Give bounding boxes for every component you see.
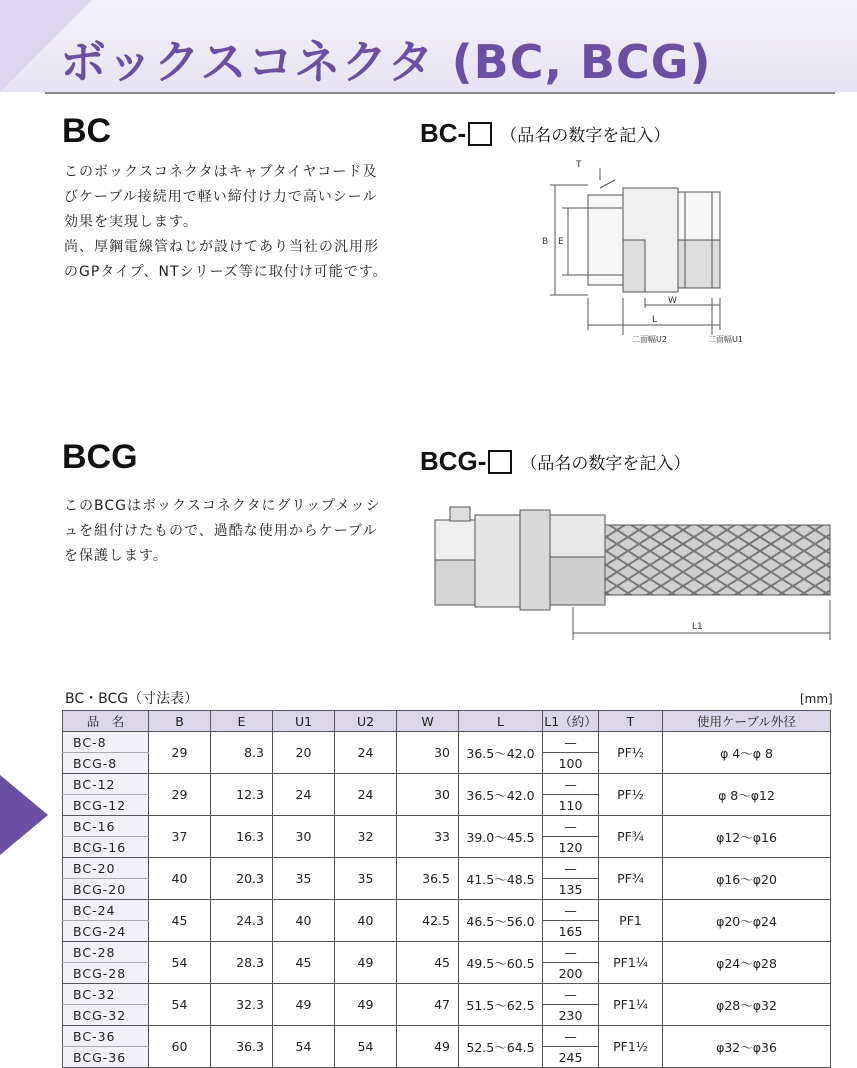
cell-cable: φ16〜φ20 xyxy=(663,858,831,900)
product-name-bc: BC-16 xyxy=(63,816,149,837)
cell-u1: 24 xyxy=(273,774,335,816)
product-name-bcg: BCG-36 xyxy=(63,1047,149,1068)
product-name-bc: BC-24 xyxy=(63,900,149,921)
bc-model-note: （品名の数字を記入） xyxy=(500,126,671,146)
table-row xyxy=(63,1026,831,1047)
table-header-row xyxy=(63,711,831,732)
cell-e: 36.3 xyxy=(211,1026,273,1068)
cell-l1-bc: — xyxy=(543,816,599,837)
cell-t: PF¾ xyxy=(599,858,663,900)
l-label: L xyxy=(652,315,658,325)
product-name-bc: BC-32 xyxy=(63,984,149,1005)
cell-u1: 54 xyxy=(273,1026,335,1068)
cell-u1: 20 xyxy=(273,732,335,774)
bc-desc-line: のGPタイプ、NTシリーズ等に取付け可能です。 xyxy=(64,264,388,280)
page-title: ボックスコネクタ (BC, BCG) xyxy=(60,35,712,89)
bc-heading: BC xyxy=(62,112,112,150)
bc-dimension-drawing xyxy=(540,150,770,350)
cell-b: 45 xyxy=(149,900,211,942)
bcg-desc-line: を保護します。 xyxy=(64,548,168,564)
bcg-heading: BCG xyxy=(62,438,138,476)
col-header: 使用ケーブル外径 xyxy=(663,711,831,732)
bcg-model-prefix: BCG- xyxy=(420,446,487,476)
bcg-desc-line: ュを組付けたもので、過酷な使用からケーブル xyxy=(64,523,378,539)
bcg-description xyxy=(64,494,380,569)
u2-label: 二面幅U2 xyxy=(632,335,667,344)
product-name-bcg: BCG-28 xyxy=(63,963,149,984)
cell-l1-bc: — xyxy=(543,1026,599,1047)
product-name-bcg: BCG-20 xyxy=(63,879,149,900)
product-name-bc: BC-20 xyxy=(63,858,149,879)
cell-t: PF½ xyxy=(599,774,663,816)
cell-b: 37 xyxy=(149,816,211,858)
cell-l1-bc: — xyxy=(543,984,599,1005)
product-name-bcg: BCG-24 xyxy=(63,921,149,942)
col-header: W xyxy=(397,711,459,732)
cell-b: 54 xyxy=(149,942,211,984)
bcg-dimension-drawing xyxy=(430,495,840,645)
cell-b: 60 xyxy=(149,1026,211,1068)
col-header: L xyxy=(459,711,543,732)
cell-l: 49.5〜60.5 xyxy=(459,942,543,984)
cell-b: 40 xyxy=(149,858,211,900)
cell-e: 28.3 xyxy=(211,942,273,984)
cell-b: 29 xyxy=(149,732,211,774)
bc-model-label xyxy=(420,118,670,149)
cell-w: 42.5 xyxy=(397,900,459,942)
cell-e: 32.3 xyxy=(211,984,273,1026)
e-label: E xyxy=(558,237,564,247)
bc-desc-line: びケーブル接続用で軽い締付け力で高いシール xyxy=(64,189,378,205)
cell-e: 24.3 xyxy=(211,900,273,942)
cell-l: 51.5〜62.5 xyxy=(459,984,543,1026)
cell-u1: 45 xyxy=(273,942,335,984)
cell-w: 30 xyxy=(397,732,459,774)
product-name-bc: BC-28 xyxy=(63,942,149,963)
cell-t: PF1¼ xyxy=(599,984,663,1026)
table-row xyxy=(63,732,831,753)
bc-desc-line: このボックスコネクタはキャブタイヤコード及 xyxy=(64,164,378,180)
cell-t: PF¾ xyxy=(599,816,663,858)
cell-b: 29 xyxy=(149,774,211,816)
bc-desc-line: 効果を実現します。 xyxy=(64,214,198,230)
table-row xyxy=(63,942,831,963)
product-name-bcg: BCG-12 xyxy=(63,795,149,816)
cell-l1-bcg: 110 xyxy=(543,795,599,816)
cell-w: 49 xyxy=(397,1026,459,1068)
col-header: 品 名 xyxy=(63,711,149,732)
product-name-bcg: BCG-8 xyxy=(63,753,149,774)
col-header: E xyxy=(211,711,273,732)
table-row xyxy=(63,900,831,921)
cell-cable: φ28〜φ32 xyxy=(663,984,831,1026)
cell-t: PF½ xyxy=(599,732,663,774)
cell-cable: φ32〜φ36 xyxy=(663,1026,831,1068)
cell-e: 12.3 xyxy=(211,774,273,816)
cell-l1-bcg: 120 xyxy=(543,837,599,858)
col-header: U1 xyxy=(273,711,335,732)
cell-u1: 30 xyxy=(273,816,335,858)
cell-l1-bcg: 200 xyxy=(543,963,599,984)
cell-b: 54 xyxy=(149,984,211,1026)
cell-l1-bc: — xyxy=(543,942,599,963)
cell-l: 52.5〜64.5 xyxy=(459,1026,543,1068)
cell-l1-bcg: 100 xyxy=(543,753,599,774)
col-header: B xyxy=(149,711,211,732)
cell-l1-bcg: 135 xyxy=(543,879,599,900)
cell-l: 41.5〜48.5 xyxy=(459,858,543,900)
model-number-box xyxy=(488,450,512,474)
t-label: T xyxy=(576,160,582,170)
page-side-marker xyxy=(0,775,48,855)
product-name-bcg: BCG-32 xyxy=(63,1005,149,1026)
cell-u2: 24 xyxy=(335,732,397,774)
table-unit: [mm] xyxy=(800,692,833,706)
cell-l: 36.5〜42.0 xyxy=(459,774,543,816)
cell-l: 36.5〜42.0 xyxy=(459,732,543,774)
cell-u1: 35 xyxy=(273,858,335,900)
cell-u2: 49 xyxy=(335,942,397,984)
cell-u2: 24 xyxy=(335,774,397,816)
cell-cable: φ20〜φ24 xyxy=(663,900,831,942)
cell-w: 30 xyxy=(397,774,459,816)
bc-description xyxy=(64,160,388,285)
cell-cable: φ24〜φ28 xyxy=(663,942,831,984)
table-caption: BC・BCG（寸法表） xyxy=(65,691,199,707)
cell-l: 46.5〜56.0 xyxy=(459,900,543,942)
product-name-bcg: BCG-16 xyxy=(63,837,149,858)
cell-t: PF1½ xyxy=(599,1026,663,1068)
cell-w: 33 xyxy=(397,816,459,858)
cell-cable: φ 8〜φ12 xyxy=(663,774,831,816)
cell-l1-bcg: 230 xyxy=(543,1005,599,1026)
cell-cable: φ 4〜φ 8 xyxy=(663,732,831,774)
u1-label: 二面幅U1 xyxy=(708,335,743,344)
table-row xyxy=(63,816,831,837)
bcg-model-label xyxy=(420,446,690,477)
bc-desc-line: 尚、厚鋼電線管ねじが設けてあり当社の汎用形 xyxy=(64,239,379,255)
col-header: T xyxy=(599,711,663,732)
cell-t: PF1¼ xyxy=(599,942,663,984)
cell-t: PF1 xyxy=(599,900,663,942)
cell-l: 39.0〜45.5 xyxy=(459,816,543,858)
cell-u1: 49 xyxy=(273,984,335,1026)
model-number-box xyxy=(468,122,492,146)
bcg-desc-line: このBCGはボックスコネクタにグリップメッシ xyxy=(64,498,381,514)
cell-e: 20.3 xyxy=(211,858,273,900)
cell-l1-bc: — xyxy=(543,858,599,879)
cell-w: 36.5 xyxy=(397,858,459,900)
bc-model-prefix: BC- xyxy=(420,118,467,148)
b-label: B xyxy=(542,237,549,247)
cell-l1-bcg: 165 xyxy=(543,921,599,942)
cell-cable: φ12〜φ16 xyxy=(663,816,831,858)
cell-u2: 32 xyxy=(335,816,397,858)
table-row xyxy=(63,774,831,795)
cell-u2: 49 xyxy=(335,984,397,1026)
bcg-model-note: （品名の数字を記入） xyxy=(520,454,691,474)
table-row xyxy=(63,858,831,879)
cell-l1-bc: — xyxy=(543,900,599,921)
cell-e: 8.3 xyxy=(211,732,273,774)
col-header: U2 xyxy=(335,711,397,732)
cell-e: 16.3 xyxy=(211,816,273,858)
w-label: W xyxy=(668,296,677,306)
cell-u2: 35 xyxy=(335,858,397,900)
product-name-bc: BC-12 xyxy=(63,774,149,795)
dimension-table xyxy=(62,710,831,1068)
table-row xyxy=(63,984,831,1005)
l1-label: L1 xyxy=(692,622,703,632)
cell-w: 47 xyxy=(397,984,459,1026)
cell-l1-bc: — xyxy=(543,774,599,795)
product-name-bc: BC-8 xyxy=(63,732,149,753)
cell-u1: 40 xyxy=(273,900,335,942)
product-name-bc: BC-36 xyxy=(63,1026,149,1047)
col-header: L1（約） xyxy=(543,711,599,732)
cell-u2: 40 xyxy=(335,900,397,942)
cell-w: 45 xyxy=(397,942,459,984)
cell-u2: 54 xyxy=(335,1026,397,1068)
title-divider xyxy=(45,92,835,94)
cell-l1-bcg: 245 xyxy=(543,1047,599,1068)
cell-l1-bc: — xyxy=(543,732,599,753)
